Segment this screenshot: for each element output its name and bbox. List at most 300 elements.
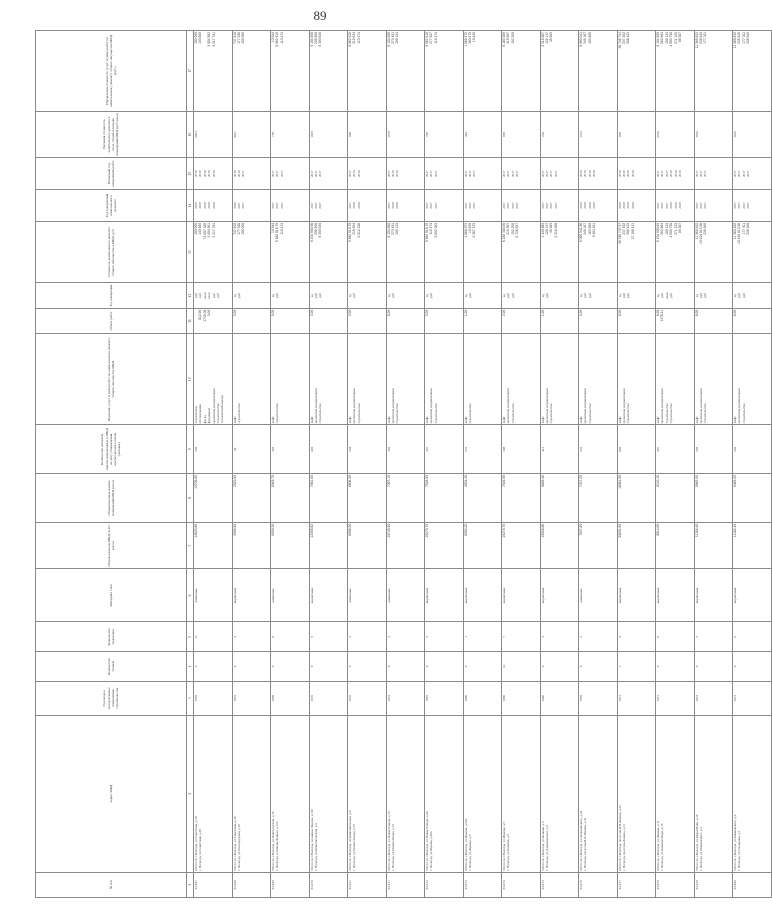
unit-cost-cell: 444	[463, 111, 502, 158]
works-list-cell: лифт проектная документация строительство	[348, 334, 387, 425]
year-cell: 1955	[194, 681, 233, 715]
residents-cell: 302	[271, 425, 310, 474]
unit-cell: ед руб	[271, 283, 310, 308]
wall-material-cell: кирпичные	[617, 569, 656, 622]
floors-cell: 7	[617, 652, 656, 682]
year-cell: 1974	[386, 681, 425, 715]
entrances-cell: 4	[232, 622, 271, 652]
entrances-cell: 6	[733, 622, 772, 652]
volume-cell: 3.00	[348, 308, 387, 333]
table-row	[694, 31, 733, 898]
repair-cost-cell: 1 866 973 19 825 2 367 370	[463, 221, 502, 282]
column-header: Материал стен	[36, 569, 187, 622]
completion-year-cell: 2017 2017 2017	[271, 190, 310, 222]
floors-cell: 9	[309, 652, 348, 682]
address-cell: Итого по г.Вологда, ул.Жукова, д.20а г. Вологда, ул.Жукова, д.5	[463, 715, 502, 872]
planned-year-cell: 2019 2019 2018 2018 2018	[194, 158, 233, 190]
floors-cell: 5	[194, 652, 233, 682]
volume-cell: 5.00	[271, 308, 310, 333]
works-list-cell: лифт проектная документация строительство	[617, 334, 656, 425]
limit-cost-cell: 2 318 887 128 137 45 983	[540, 31, 579, 112]
completion-year-cell: 2017 2017 2017 2017	[733, 190, 772, 222]
total-area-cell: 15928.86	[540, 522, 579, 569]
wall-material-cell: кирпичные	[502, 569, 541, 622]
floors-cell: 6	[579, 652, 618, 682]
year-cell: 1971	[617, 681, 656, 715]
entrances-cell: 7	[502, 622, 541, 652]
works-list-cell: лифт проектная документация строительство	[425, 334, 464, 425]
residents-cell: 64	[232, 425, 271, 474]
unit-cost-cell: 4427	[232, 111, 271, 158]
works-list-cell: лифт проектная документация строительство	[386, 334, 425, 425]
unit-cell: ед руб кв.м руб	[656, 283, 695, 308]
column-number: 8	[187, 474, 194, 523]
year-cell: 1955	[579, 681, 618, 715]
unit-cost-cell: 1016	[733, 111, 772, 158]
unit-cell: ед руб	[463, 283, 502, 308]
volume-cell: 6.00	[733, 308, 772, 333]
completion-year-cell: 2018 2018 2018 2018	[617, 190, 656, 222]
entrances-cell: 3	[540, 622, 579, 652]
row-number: 63.474	[502, 872, 541, 897]
limit-cost-cell: 1 866 972 160 975 19 825	[463, 31, 502, 112]
entrances-cell: 2	[579, 622, 618, 652]
table-row	[733, 31, 772, 898]
volume-cell: 2.00	[502, 308, 541, 333]
volume-cell: 812.00 1735.00 0.00	[194, 308, 233, 333]
works-list-cell: лифт строительство	[463, 334, 502, 425]
repair-cost-cell: 5 982 919.79 119 474 5 692 383	[425, 221, 464, 282]
year-cell: 1971	[656, 681, 695, 715]
wall-material-cell: каменные	[386, 569, 425, 622]
column-header: Предельная стоимость услуг и (или) работ по капитальному ремонту общего имущества МКД (руб.)	[36, 31, 187, 112]
column-number: 3	[187, 681, 194, 715]
works-list-cell: лифт проектная документация строительство	[733, 334, 772, 425]
works-list-cell: лифт проектная документация строительство строительство	[656, 334, 695, 425]
row-number: 63.471	[348, 872, 387, 897]
column-number: 10	[187, 334, 194, 425]
year-cell: 1980	[463, 681, 502, 715]
completion-year-cell: 2017 2018 2018	[348, 190, 387, 222]
column-header: Перечень услуг и (или) работ по капитальному ремонту общего имущества МКД	[36, 334, 187, 425]
wall-material-cell: кирпичные	[463, 569, 502, 622]
unit-cell: ед руб	[348, 283, 387, 308]
table-row	[579, 31, 618, 898]
residents-cell: 204	[348, 425, 387, 474]
repair-cost-cell: 11 365 832 10 919 813.58 238 940	[694, 221, 733, 282]
row-number: 63.470	[309, 872, 348, 897]
column-number: 17	[187, 31, 194, 112]
repair-cost-cell: 36 768 747.37 237 492 358 423 37 198 431	[617, 221, 656, 282]
planned-year-cell: 2017 2017 2017	[694, 158, 733, 190]
planned-year-cell: 2017 2017 2017 2017	[733, 158, 772, 190]
limit-cost-cell: 9 104 950 209 500 9 350 940	[309, 31, 348, 112]
planned-year-cell: 2018 2018 2017	[232, 158, 271, 190]
volume-cell: 6.00	[694, 308, 733, 333]
completion-year-cell: 2017 2017 2017	[694, 190, 733, 222]
table-row	[194, 31, 233, 898]
capital-repair-register-table	[35, 30, 772, 898]
address-cell: Итого по г.Вологда, ул.Мира/Маяк, д.19 г. Вологда, ул.Маяковского, д.2	[694, 715, 733, 872]
limit-cost-cell: 5 982 919 277 527 119 474	[425, 31, 464, 112]
planned-year-cell: 2017 2017 2017 2017	[540, 158, 579, 190]
table-row	[348, 31, 387, 898]
wall-material-cell: кирпичные	[232, 569, 271, 622]
year-cell: 1970	[348, 681, 387, 715]
residents-cell: 231	[463, 425, 502, 474]
living-area-cell: 9828.46	[540, 474, 579, 523]
works-list-cell: лифт строительство	[232, 334, 271, 425]
planned-year-cell: 2017 2018 2018	[386, 158, 425, 190]
unit-cost-cell: 760	[425, 111, 464, 158]
column-header: Год ввода в эксплуатацию/ завершения строительства	[36, 681, 187, 715]
planned-year-cell: 2019 2019 2019 2018	[579, 158, 618, 190]
column-header: № п/п	[36, 872, 187, 897]
unit-cell: ед руб руб	[733, 283, 772, 308]
total-area-cell: 12055.62	[309, 522, 348, 569]
address-cell: Итого по г.Вологда, ул.Маяковского, д.2 г. Вологда, ул.Гончарова, д.2	[733, 715, 772, 872]
floors-cell: 9	[733, 652, 772, 682]
column-header: Адрес МКД	[36, 715, 187, 872]
living-area-cell: 4524.40	[463, 474, 502, 523]
row-number: 63.477	[617, 872, 656, 897]
column-number: 2	[187, 715, 194, 872]
entrances-cell: 9	[656, 622, 695, 652]
year-cell: 1972	[694, 681, 733, 715]
entrances-cell: 5	[309, 622, 348, 652]
volume-cell: 3.00	[232, 308, 271, 333]
limit-cost-cell: 5 982 919 219 634 110 474	[348, 31, 387, 112]
total-area-cell: 2599.50	[232, 522, 271, 569]
unit-cell: ед руб руб	[502, 283, 541, 308]
unit-cell: ед руб	[386, 283, 425, 308]
column-number: 5	[187, 622, 194, 652]
repair-cost-cell: 747 815 177 038 159 000	[232, 221, 271, 282]
planned-year-cell: 2018 2018 2018 2018	[617, 158, 656, 190]
completion-year-cell: 2017 2017 2017 2017	[502, 190, 541, 222]
unit-cost-cell: 968	[348, 111, 387, 158]
rotated-register-table	[35, 30, 751, 898]
unit-cost-cell: 739	[271, 111, 310, 158]
planned-year-cell: 2017 2017 2017 2017	[502, 158, 541, 190]
table-row	[617, 31, 656, 898]
address-cell: Итого по г.Вологда, ул.Новгородская, д.16 г. Вологда, пл.имени Ленина, д.110	[271, 715, 310, 872]
floors-cell: 14	[502, 652, 541, 682]
living-area-cell: 7516.90	[502, 474, 541, 523]
row-number: 63.467	[194, 872, 233, 897]
unit-cost-cell: 1378	[386, 111, 425, 158]
works-list-cell: лифт проектная документация строительство	[502, 334, 541, 425]
limit-cost-cell: 747 815 177 038 159 000	[232, 31, 271, 112]
address-cell: Итого по г.Вологда, ул.Советская, д.39 г. Вологда, ул.Новгородская, д.16	[232, 715, 271, 872]
unit-cell: ед руб руб	[694, 283, 733, 308]
repair-cost-cell: 11 365 832 10 919 813.58 177 011 238 940	[733, 221, 772, 282]
address-cell: Итого по г.Вологда, ул.Новая Отвода, д.15 г. Вологда, ул.Новая Отвода, д.15	[386, 715, 425, 872]
completion-year-cell: 2017 2017 2017	[463, 190, 502, 222]
total-area-cell: 14823.60	[194, 522, 233, 569]
year-cell: 1980	[502, 681, 541, 715]
unit-cost-cell: 1016	[694, 111, 733, 158]
column-header: Количество подъездов	[36, 622, 187, 652]
residents-cell: 482	[309, 425, 348, 474]
address-cell: Итого по г.Вологда, ул.Советская, д.28 г. Вологда, ул.Советская, д.28	[194, 715, 233, 872]
living-area-cell: 7861.60	[309, 474, 348, 523]
total-area-cell: 20801.80	[617, 522, 656, 569]
unit-cell: ед руб	[425, 283, 464, 308]
works-list-cell: техническое обследование фасад фундамент проектная документация строительство технический надзор	[194, 334, 233, 425]
table-row	[232, 31, 271, 898]
column-header: Стоимость капитального ремонта общего имущества в МКД, руб.	[36, 221, 187, 282]
completion-year-cell: 2018 2017 2017	[232, 190, 271, 222]
row-number: 63.469	[271, 872, 310, 897]
page-number: 89	[313, 8, 327, 23]
table-row	[502, 31, 541, 898]
works-list-cell: лифт проектная документация строительство	[309, 334, 348, 425]
unit-cost-cell: 959	[617, 111, 656, 158]
volume-cell: 5.00 1375.11	[656, 308, 695, 333]
living-area-cell: 13705.60	[194, 474, 233, 523]
column-number: 16	[187, 111, 194, 158]
wall-material-cell: кирпичные	[540, 569, 579, 622]
column-number: 15	[187, 158, 194, 190]
total-area-cell: 10279.70	[425, 522, 464, 569]
works-list-cell: лифт проектная документация строительство	[694, 334, 733, 425]
living-area-cell: 7337.20	[579, 474, 618, 523]
row-number: 63.478	[656, 872, 695, 897]
table-row	[425, 31, 464, 898]
residents-cell: 345	[194, 425, 233, 474]
works-list-cell: лифт строительство	[271, 334, 310, 425]
column-header: Объем работ	[36, 308, 187, 333]
living-area-cell: 9463.00	[733, 474, 772, 523]
table-row	[309, 31, 348, 898]
volume-cell: 4.00	[579, 308, 618, 333]
row-number: 63.471	[386, 872, 425, 897]
floors-cell: 9	[540, 652, 579, 682]
residents-cell: 413	[540, 425, 579, 474]
living-area-cell: 8045.70	[271, 474, 310, 523]
volume-cell: 5.00	[386, 308, 425, 333]
planned-year-cell: 2017 2017 2017	[425, 158, 464, 190]
living-area-cell: 7097.10	[386, 474, 425, 523]
unit-cost-cell: 1315	[579, 111, 618, 158]
unit-cell: ед руб	[540, 283, 579, 308]
table-row	[463, 31, 502, 898]
year-cell: 1981	[425, 681, 464, 715]
address-cell: Итого по г.Вологда, ул.Бочкова, д.5 г. Вологда, ул.Дзержинского, д.5	[540, 715, 579, 872]
address-cell: Итого по г.Вологда, пл.Комсомольская, д.8 г. Вологда, ул.Новая Отвода, д.15	[348, 715, 387, 872]
address-cell: Итого по г.Вологда, пл.имени Ленина, д.110 г. Вологда, пл.Комсомольская, д.8	[309, 715, 348, 872]
entrances-cell: 1	[463, 622, 502, 652]
address-cell: Итого по г.Вологда, ул.Ленина, д.11 г. Вологда, ул.Бочкова/Мира, д.19	[656, 715, 695, 872]
header-row	[36, 31, 187, 898]
limit-cost-cell: 6 180 380 415 997 152 200	[502, 31, 541, 112]
unit-cost-cell: 236	[540, 111, 579, 158]
floors-cell: 9	[694, 652, 733, 682]
residents-cell: 522	[579, 425, 618, 474]
residents-cell: 487	[656, 425, 695, 474]
column-number: 14	[187, 190, 194, 222]
address-cell: Итого по г.Вологда, ул.Дзержинского, д.24 г. Вологда, пр-кт им.В.И.Ленина, д.2а	[579, 715, 618, 872]
limit-cost-cell: 9 104 950 262 864 199 124 4 050 755 271 123 86 387	[656, 31, 695, 112]
limit-cost-cell: 36 748 741 237 492 358 423	[617, 31, 656, 112]
row-number: 63.479	[694, 872, 733, 897]
floors-cell: 4	[232, 652, 271, 682]
residents-cell: 502	[733, 425, 772, 474]
limit-cost-cell: 150 000 140 880 3 054 592 3 217 791	[194, 31, 233, 112]
completion-year-cell: 2017 2017 2017	[425, 190, 464, 222]
total-area-cell: 9614.80	[656, 522, 695, 569]
row-number: 63.468	[232, 872, 271, 897]
floors-cell: 9	[348, 652, 387, 682]
limit-cost-cell: 9 104 950 273 451 199 124	[386, 31, 425, 112]
living-area-cell: 6110.10	[656, 474, 695, 523]
completion-year-cell: 2019 2019 2019 2018	[579, 190, 618, 222]
works-list-cell: лифт проектная документация строительство	[540, 334, 579, 425]
address-cell: Итого по г.Вологда, пр-кт им.В.И.Ленина, д.2а г. Вологда, пр-кт им.Ленина, д.11	[617, 715, 656, 872]
row-number: 63.472	[425, 872, 464, 897]
column-header: Количество этажей	[36, 652, 187, 682]
planned-year-cell: 2017 2017 2017 2019 2019 2019	[656, 158, 695, 190]
volume-cell: 1.00	[540, 308, 579, 333]
column-header: Плановый год завершения работ	[36, 158, 187, 190]
floors-cell: 9	[463, 652, 502, 682]
limit-cost-cell: 10 544 5 982 919 110 474	[271, 31, 310, 112]
residents-cell: 298	[502, 425, 541, 474]
completion-year-cell: 2017 2017 2017 2019 2019 2019	[656, 190, 695, 222]
column-number: 7	[187, 522, 194, 569]
floors-cell: 9	[425, 652, 464, 682]
row-number: 63.476	[579, 872, 618, 897]
entrances-cell: 3	[348, 622, 387, 652]
column-header: Год завершения капитального ремонта	[36, 190, 187, 222]
repair-cost-cell: 6 180 380.00 415 997 152 200 6 728 637	[502, 221, 541, 282]
total-area-cell: 8005.30	[271, 522, 310, 569]
repair-cost-cell: 5 982 919.79 219 634 5 912 228	[348, 221, 387, 282]
column-header: Удельная стоимость капитального ремонта 1 кв.м. общей площади помещений МКД (руб./кв.м)	[36, 111, 187, 158]
repair-cost-cell: 1 440 863 128 137 45 983 2 318 950	[540, 221, 579, 282]
total-area-cell: 11184.40	[694, 522, 733, 569]
wall-material-cell: кирпичные	[694, 569, 733, 622]
row-number: 63.473	[463, 872, 502, 897]
unit-cost-cell: 1309	[309, 111, 348, 158]
living-area-cell: 6808.50	[348, 474, 387, 523]
entrances-cell: 5	[694, 622, 733, 652]
unit-cost-cell: 895	[502, 111, 541, 158]
repair-cost-cell: 150 000 140 880 74 057 388 3 054 591 3 217 791	[194, 221, 233, 282]
row-number: 63.480	[733, 872, 772, 897]
column-number: 13	[187, 221, 194, 282]
year-cell: 1973	[733, 681, 772, 715]
address-cell: Итого по г.Вологда, ул.Новая Отвода, д.40 г. Вологда, ул.Жукова, д.20а	[425, 715, 464, 872]
column-header: Ед. измерения	[36, 283, 187, 308]
year-cell: 1980	[540, 681, 579, 715]
entrances-cell: 11	[194, 622, 233, 652]
unit-cell: ед руб руб	[309, 283, 348, 308]
wall-material-cell: каменные	[348, 569, 387, 622]
wall-material-cell: каменные	[579, 569, 618, 622]
unit-cell: ед руб	[232, 283, 271, 308]
volume-cell: 3.00	[425, 308, 464, 333]
limit-cost-cell: 9 050 041 349 167 193 695	[579, 31, 618, 112]
wall-material-cell: кирпичные	[656, 569, 695, 622]
table-row	[540, 31, 579, 898]
volume-cell: 1.00	[463, 308, 502, 333]
living-area-cell: 9963.00	[694, 474, 733, 523]
wall-material-cell: кирпичные	[425, 569, 464, 622]
residents-cell: 207	[425, 425, 464, 474]
column-number: 6	[187, 569, 194, 622]
planned-year-cell: 2017 2017 2017	[271, 158, 310, 190]
completion-year-cell: 2017 2017 2017 2017	[540, 190, 579, 222]
wall-material-cell: каменные	[194, 569, 233, 622]
total-area-cell: 7827.80	[579, 522, 618, 569]
column-number: 12	[187, 283, 194, 308]
volume-cell: 3.00	[309, 308, 348, 333]
entrances-cell: 5	[386, 622, 425, 652]
repair-cost-cell: 9 104 950 273 451 199 124	[386, 221, 425, 282]
limit-cost-cell: 11 365 832 238 940 177 011	[694, 31, 733, 112]
residents-cell: 263	[386, 425, 425, 474]
column-number: 9	[187, 425, 194, 474]
floors-cell: 9	[271, 652, 310, 682]
table-body	[194, 31, 772, 898]
entrances-cell: 4	[617, 622, 656, 652]
unit-cost-cell: 2318	[656, 111, 695, 158]
column-header: Количество жителей, зарегистрированных в МКД на дату утверждения краткосрочного плана (человек)	[36, 425, 187, 474]
year-cell: 1969	[271, 681, 310, 715]
total-area-cell: 10745.90	[386, 522, 425, 569]
planned-year-cell: 2017 2017 2017	[309, 158, 348, 190]
repair-cost-cell: 9 104 950.63 262 864 199 124 4 050 755 271 123 86 387	[656, 221, 695, 282]
wall-material-cell: кирпичные	[733, 569, 772, 622]
total-area-cell: 6908.50	[348, 522, 387, 569]
entrances-cell: 8	[271, 622, 310, 652]
column-number: 4	[187, 652, 194, 682]
repair-cost-cell: 9 104 950.56 209 500 9 350 940	[309, 221, 348, 282]
column-number: 11	[187, 308, 194, 333]
residents-cell: 502	[694, 425, 733, 474]
column-number-row	[187, 31, 194, 898]
completion-year-cell: 2019 2019 2019 2019 2018	[194, 190, 233, 222]
unit-cell: руб руб кв.м кв.м руб руб	[194, 283, 233, 308]
table-row	[271, 31, 310, 898]
planned-year-cell: 2017 2017 2017	[463, 158, 502, 190]
residents-cell: 893	[617, 425, 656, 474]
unit-cell: ед руб руб	[617, 283, 656, 308]
living-area-cell: 7516.50	[425, 474, 464, 523]
column-number: 1	[187, 872, 194, 897]
wall-material-cell: кирпичные	[309, 569, 348, 622]
entrances-cell: 3	[425, 622, 464, 652]
completion-year-cell: 2017 2018 2018	[386, 190, 425, 222]
living-area-cell: 18081.50	[617, 474, 656, 523]
repair-cost-cell: 9 050 041.56 349 167 163 690 9 384 811	[579, 221, 618, 282]
wall-material-cell: каменные	[271, 569, 310, 622]
total-area-cell: 11184.40	[733, 522, 772, 569]
column-header: Общая площадь жилых помещений МКД (кв.м)	[36, 474, 187, 523]
unit-cell: ед руб руб	[579, 283, 618, 308]
total-area-cell: 10279.70	[502, 522, 541, 569]
unit-cost-cell: 5402	[194, 111, 233, 158]
year-cell: 1934	[232, 681, 271, 715]
limit-cost-cell: 11 365 832 238 940 177 011 238 940	[733, 31, 772, 112]
total-area-cell: 6052.20	[463, 522, 502, 569]
planned-year-cell: 2017 2018 2018	[348, 158, 387, 190]
volume-cell: 9.00	[617, 308, 656, 333]
year-cell: 1970	[309, 681, 348, 715]
column-header: Общая площадь МКД, всего (кв.м)	[36, 522, 187, 569]
